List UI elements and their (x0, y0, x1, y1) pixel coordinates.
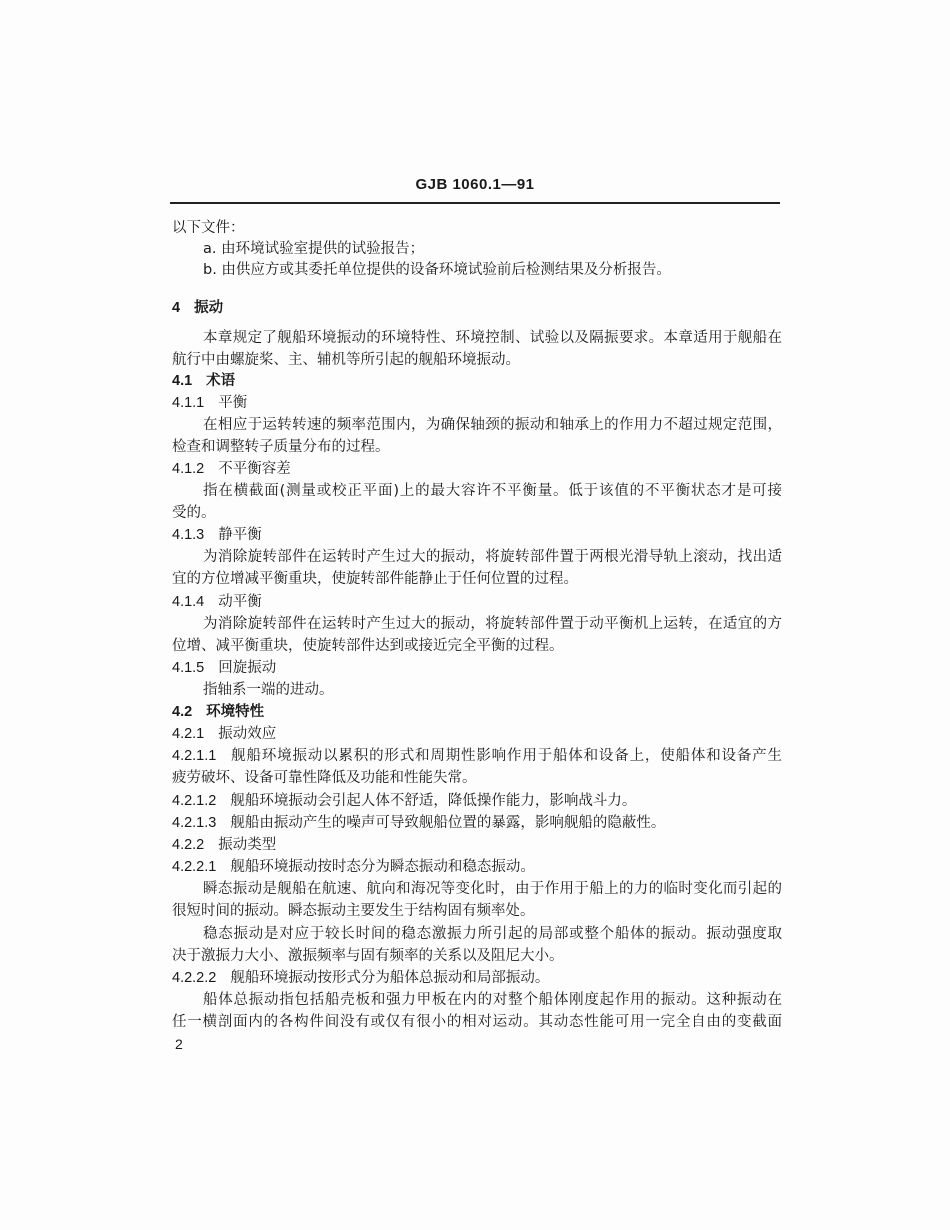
section-title: 静平衡 (218, 527, 262, 543)
paragraph-text: 航行中由螺旋桨、主、辅机等所引起的舰船环境振动。 (172, 352, 520, 368)
section-number: 4.2.1 (172, 726, 205, 742)
section-number: 4 (172, 300, 181, 316)
section-line (172, 747, 782, 765)
section-title: 平衡 (218, 395, 248, 411)
section-number: 4.1.5 (172, 660, 205, 676)
section-line (172, 593, 782, 611)
text-line (172, 637, 782, 655)
paragraph-text: 船体总振动指包括船壳板和强力甲板在内的对整个船体刚度起作用的振动。这种振动在 (203, 992, 782, 1008)
text-line (172, 947, 782, 965)
section-line (172, 969, 782, 987)
text-line (172, 769, 782, 787)
section-line (172, 792, 782, 810)
section-line (172, 394, 782, 412)
section-number: 4.1 (172, 373, 193, 389)
section-line (172, 836, 782, 854)
text-line (203, 880, 782, 898)
section-number: 4.2.2.2 (172, 970, 217, 986)
paragraph-text: a. 由环境试验室提供的试验报告； (203, 241, 425, 257)
section-title: 振动效应 (218, 726, 277, 742)
text-line (203, 925, 782, 943)
paragraph-text: 决于激振力大小、激振频率与固有频率的关系以及阻尼大小。 (172, 948, 564, 964)
section-line (172, 372, 782, 390)
paragraph-text: 检查和调整转子质量分布的过程。 (172, 439, 390, 455)
paragraph-text: 本章规定了舰船环境振动的环境特性、环境控制、试验以及隔振要求。本章适用于舰船在 (203, 330, 782, 346)
text-line (203, 482, 782, 500)
section-title: 振动 (194, 300, 224, 316)
section-number: 4.1.2 (172, 461, 205, 477)
section-title: 环境特性 (206, 704, 265, 720)
section-line (172, 703, 782, 721)
text-line (172, 1013, 782, 1031)
section-title: 术语 (206, 373, 236, 389)
section-number: 4.2.1.1 (172, 748, 217, 764)
document-code-header: GJB 1060.1—91 (415, 176, 535, 193)
text-line (172, 902, 782, 920)
section-number: 4.2.2.1 (172, 859, 217, 875)
section-line (172, 814, 782, 832)
section-title: 回旋振动 (218, 660, 277, 676)
text-line (172, 219, 782, 237)
text-line (203, 240, 782, 258)
text-line (172, 438, 782, 456)
text-line (172, 504, 782, 522)
paragraph-text: 指在横截面(测量或校正平面)上的最大容许不平衡量。低于该值的不平衡状态才是可接 (203, 483, 782, 499)
paragraph-text: 为消除旋转部件在运转时产生过大的振动，将旋转部件置于动平衡机上运转，在适宜的方 (203, 616, 782, 632)
section-line (172, 858, 782, 876)
section-title: 舰船环境振动按时态分为瞬态振动和稳态振动。 (230, 859, 535, 875)
section-line (172, 526, 782, 544)
paragraph-text: 宜的方位增减平衡重块，使旋转部件能静止于任何位置的过程。 (172, 571, 578, 587)
text-line (203, 548, 782, 566)
section-number: 4.2 (172, 704, 193, 720)
text-line (203, 261, 782, 279)
section-title: 舰船环境振动会引起人体不舒适，降低操作能力，影响战斗力。 (230, 793, 637, 809)
text-line (203, 329, 782, 347)
paragraph-text: 指轴系一端的进动。 (203, 682, 334, 698)
section-title: 不平衡容差 (218, 461, 291, 477)
paragraph-text: 稳态振动是对应于较长时间的稳态激振力所引起的局部或整个船体的振动。振动强度取 (203, 926, 782, 942)
paragraph-text: 在相应于运转转速的频率范围内，为确保轴颈的振动和轴承上的作用力不超过规定范围， (203, 417, 782, 433)
section-title: 舰船环境振动以累积的形式和周期性影响作用于船体和设备上，使船体和设备产生 (230, 748, 782, 764)
paragraph-text: 瞬态振动是舰船在航速、航向和海况等变化时，由于作用于船上的力的临时变化而引起的 (203, 881, 782, 897)
section-number: 4.2.1.3 (172, 815, 217, 831)
section-line (172, 725, 782, 743)
paragraph-text: 任一横剖面内的各构件间没有或仅有很小的相对运动。其动态性能可用一完全自由的变截面 (172, 1014, 782, 1030)
paragraph-text: 受的。 (172, 505, 216, 521)
paragraph-text: 很短时间的振动。瞬态振动主要发生于结构固有频率处。 (172, 903, 535, 919)
text-line (203, 615, 782, 633)
paragraph-text: 疲劳破坏、设备可靠性降低及功能和性能失常。 (172, 770, 477, 786)
section-line (172, 460, 782, 478)
section-number: 4.2.1.2 (172, 793, 217, 809)
section-number: 4.2.2 (172, 837, 205, 853)
section-title: 舰船由振动产生的噪声可导致舰船位置的暴露，影响舰船的隐蔽性。 (230, 815, 666, 831)
header-rule (170, 202, 780, 204)
paragraph-text: 以下文件： (172, 220, 245, 236)
text-line (203, 681, 782, 699)
paragraph-text: b. 由供应方或其委托单位提供的设备环境试验前后检测结果及分析报告。 (203, 262, 671, 278)
paragraph-text: 位增、减平衡重块，使旋转部件达到或接近完全平衡的过程。 (172, 638, 564, 654)
section-title: 动平衡 (218, 594, 262, 610)
page-number: 2 (175, 1036, 183, 1052)
text-line (172, 351, 782, 369)
section-title: 振动类型 (218, 837, 277, 853)
section-title: 舰船环境振动按形式分为船体总振动和局部振动。 (230, 970, 550, 986)
section-line (172, 659, 782, 677)
text-line (172, 570, 782, 588)
section-line (172, 299, 782, 317)
text-line (203, 416, 782, 434)
text-line (203, 991, 782, 1009)
section-number: 4.1.1 (172, 395, 205, 411)
section-number: 4.1.4 (172, 594, 205, 610)
paragraph-text: 为消除旋转部件在运转时产生过大的振动，将旋转部件置于两根光滑导轨上滚动，找出适 (203, 549, 782, 565)
section-number: 4.1.3 (172, 527, 205, 543)
